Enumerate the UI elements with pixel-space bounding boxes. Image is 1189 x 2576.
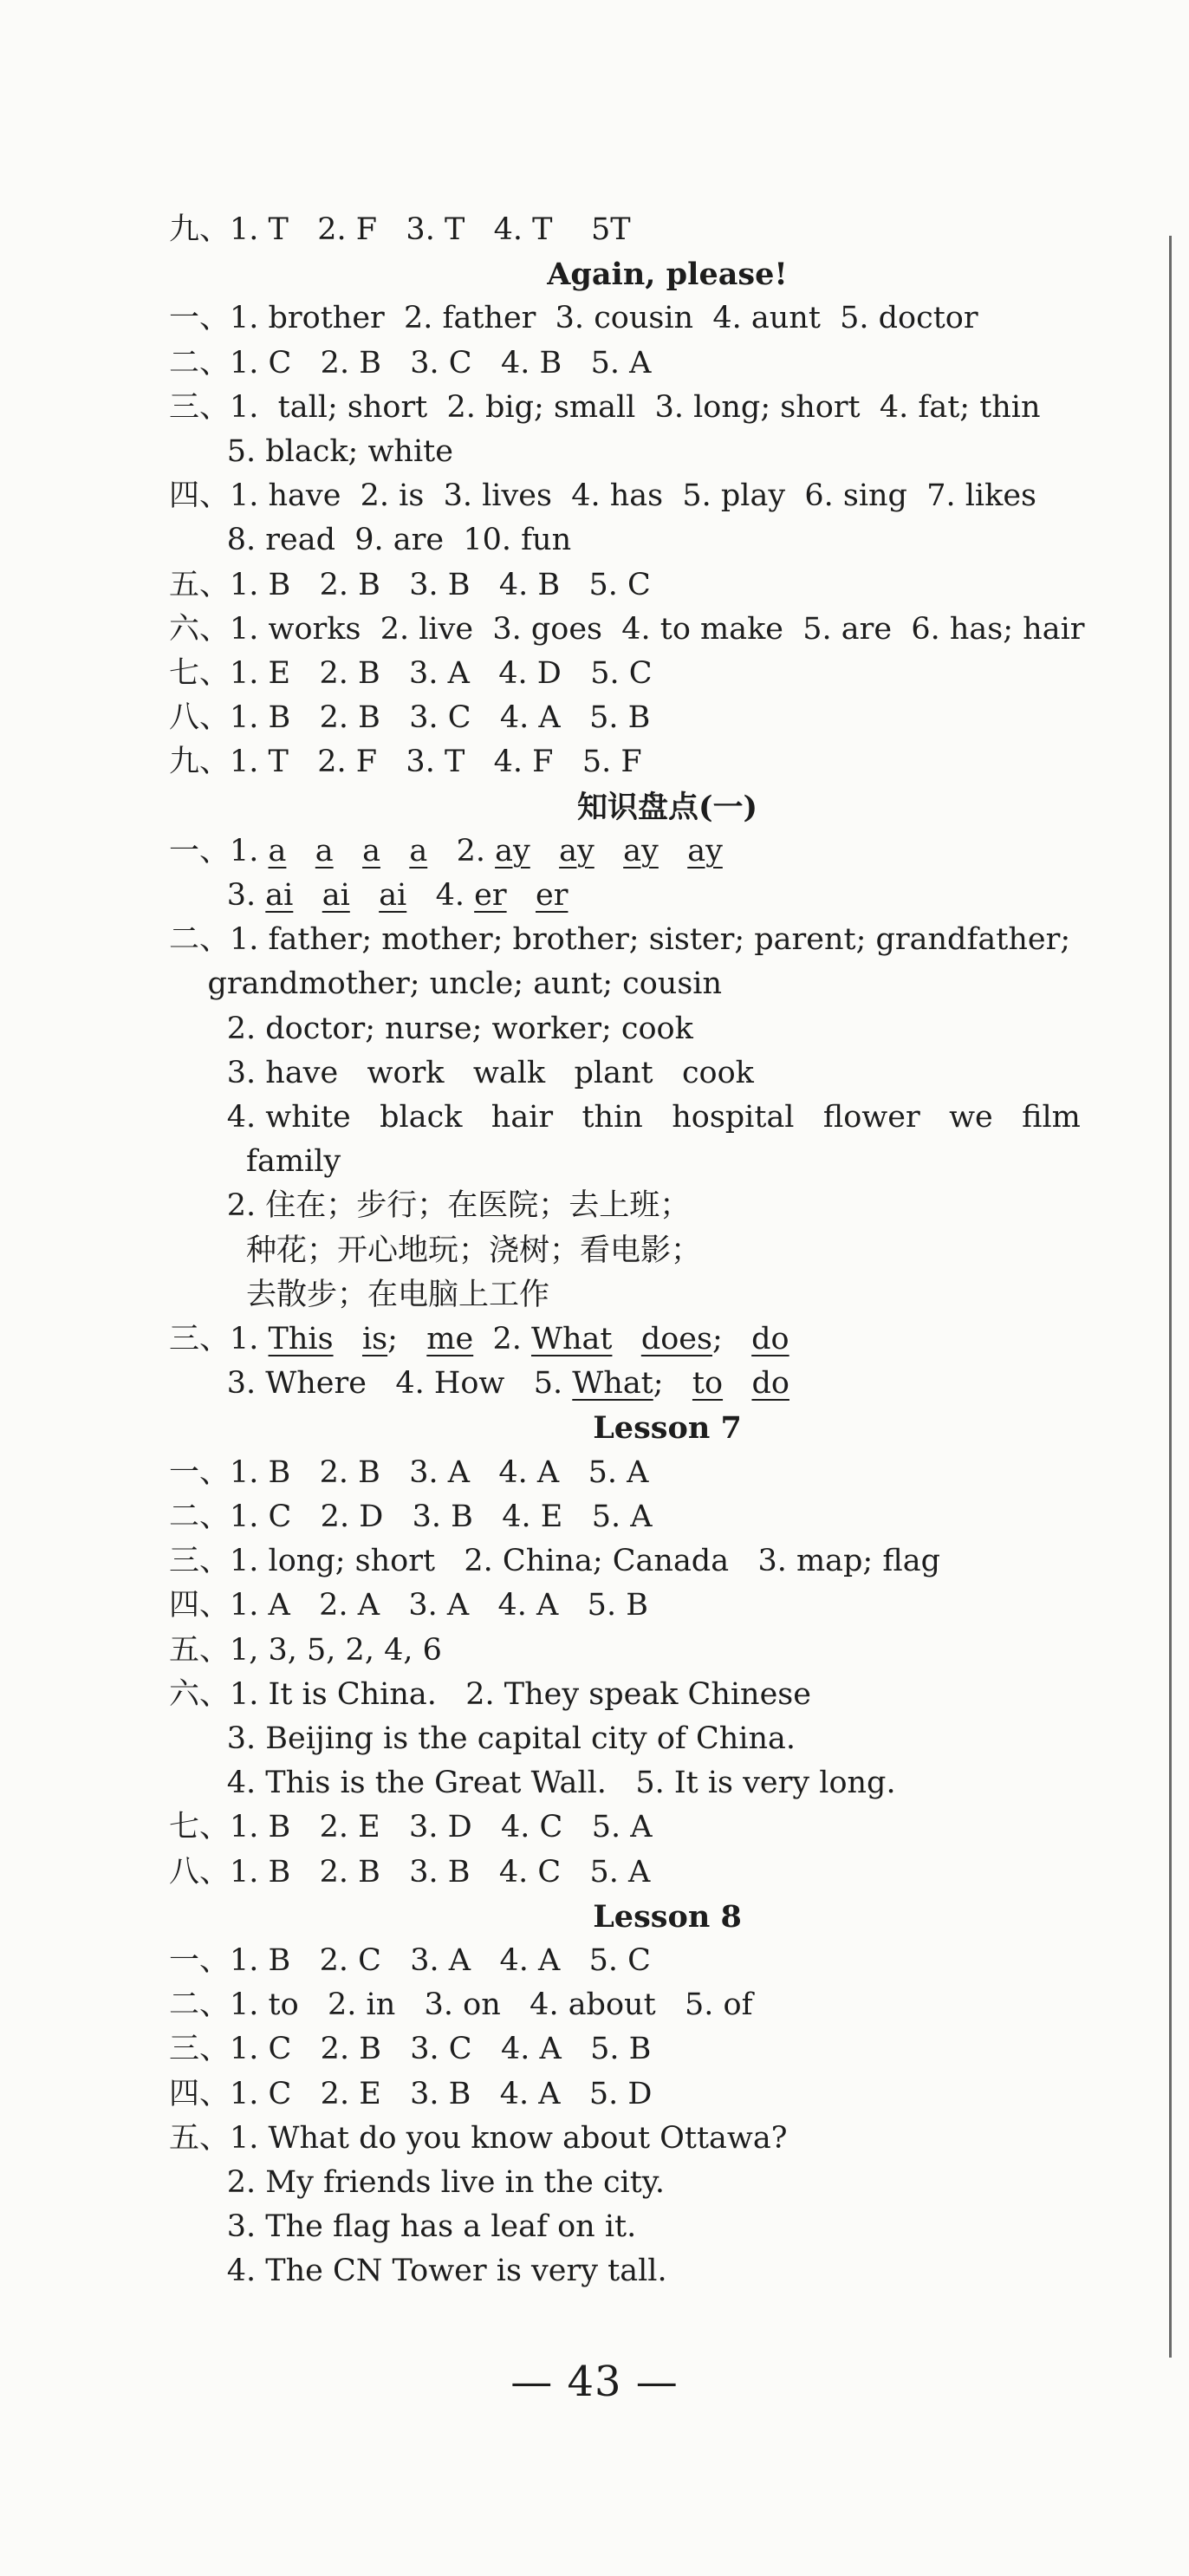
underlined-answer: This [268, 1322, 334, 1357]
answer-line: 一、1. B 2. B 3. A 4. A 5. A [169, 1454, 649, 1490]
answer-line: 4. The CN Tower is very tall. [169, 2254, 667, 2289]
answer-line: 七、1. B 2. E 3. D 4. C 5. A [169, 1810, 653, 1845]
answer-line: 五、1. What do you know about Ottawa? [169, 2120, 788, 2156]
answer-line: 五、1, 3, 5, 2, 4, 6 [169, 1632, 442, 1668]
underlined-answer: me [426, 1322, 474, 1357]
answer-text [286, 834, 315, 868]
underlined-answer: a [315, 833, 334, 868]
answer-text: 3. [169, 878, 266, 914]
answer-line: 九、1. T 2. F 3. T 4. T 5T [169, 212, 631, 247]
answer-line: 三、1. C 2. B 3. C 4. A 5. B [169, 2032, 652, 2067]
underlined-answer: What [530, 1322, 613, 1357]
answer-line [169, 874, 1166, 918]
answer-line: 4. white black hair thin hospital flower we film [169, 1100, 1081, 1135]
answer-line: 一、1. brother 2. father 3. cousin 4. aunt 5. doctor [169, 301, 978, 336]
underlined-answer: do [751, 1366, 789, 1402]
answer-text: 一、1. [169, 833, 269, 868]
answer-line: 二、1. father; mother; brother; sister; parent; grandfather; [169, 922, 1071, 958]
underlined-answer: er [474, 878, 507, 914]
underlined-answer: is [361, 1322, 388, 1357]
answer-line: 三、1. long; short 2. China; Canada 3. map; flag [169, 1544, 940, 1579]
underlined-answer: a [409, 833, 428, 868]
answer-line: 六、1. works 2. live 3. goes 4. to make 5. are 6. has; hair [169, 611, 1085, 647]
answer-line: 八、1. B 2. B 3. B 4. C 5. A [169, 1854, 651, 1890]
answer-text: ; [653, 1366, 692, 1402]
answer-text: ; [711, 1322, 752, 1357]
answer-text [334, 834, 362, 868]
answer-text: 2. [473, 1322, 531, 1357]
answer-line: grandmother; uncle; aunt; cousin [169, 966, 723, 1002]
answer-line [169, 1317, 1166, 1362]
answer-line: 2. 住在；步行；在医院；去上班； [169, 1188, 691, 1224]
answer-text [659, 834, 687, 868]
underlined-answer: ay [495, 833, 530, 868]
answer-line: 去散步；在电脑上工作 [169, 1277, 550, 1312]
underlined-answer: a [268, 833, 287, 868]
answer-line: 2. My friends live in the city. [169, 2164, 666, 2200]
answer-line: 一、1. B 2. C 3. A 4. A 5. C [169, 1942, 651, 1978]
margin-rule [1169, 236, 1172, 2358]
answer-line: 3. The flag has a leaf on it. [169, 2209, 637, 2245]
answer-text: 三、1. [169, 1322, 269, 1357]
answer-text: 3. Where 4. How 5. [169, 1366, 573, 1402]
section-heading: Again, please! [547, 257, 788, 293]
answer-text [723, 1366, 751, 1401]
answer-text [380, 834, 409, 868]
underlined-answer: What [572, 1366, 653, 1402]
answer-text: 2. [427, 833, 496, 868]
section-heading: 知识盘点(一) [576, 789, 758, 825]
answer-line: 四、1. C 2. E 3. B 4. A 5. D [169, 2076, 653, 2111]
underlined-answer: do [751, 1322, 789, 1357]
underlined-answer: to [692, 1366, 724, 1402]
answer-line: 8. read 9. are 10. fun [169, 523, 572, 558]
answer-line [169, 1362, 1166, 1406]
answer-line: 七、1. E 2. B 3. A 4. D 5. C [169, 656, 653, 692]
answer-text: ; [387, 1322, 427, 1357]
answer-line: 四、1. have 2. is 3. lives 4. has 5. play 6. sing 7. likes [169, 478, 1037, 514]
answer-line: 4. This is the Great Wall. 5. It is very long. [169, 1766, 896, 1801]
underlined-answer: ai [322, 878, 350, 914]
answer-text [334, 1322, 362, 1356]
section-heading: Lesson 7 [593, 1410, 742, 1447]
underlined-answer: a [362, 833, 380, 868]
answer-line: 八、1. B 2. B 3. C 4. A 5. B [169, 700, 651, 736]
underlined-answer: ay [687, 833, 723, 868]
underlined-answer: does [640, 1322, 712, 1357]
answer-line [169, 829, 1166, 874]
answer-line: 3. Beijing is the capital city of China. [169, 1721, 796, 1756]
underlined-answer: ay [559, 833, 594, 868]
answer-line: 三、1. tall; short 2. big; small 3. long; short 4. fat; thin [169, 389, 1041, 425]
underlined-answer: ai [379, 878, 407, 914]
page-number: — 43 — [510, 2358, 679, 2406]
answer-line: 九、1. T 2. F 3. T 4. F 5. F [169, 745, 642, 780]
answer-line: 二、1. to 2. in 3. on 4. about 5. of [169, 1987, 753, 2023]
answer-line: 六、1. It is China. 2. They speak Chinese [169, 1676, 811, 1712]
answer-line: 3. have work walk plant cook [169, 1055, 754, 1090]
answer-text [293, 878, 322, 913]
underlined-answer: ai [265, 878, 294, 914]
answer-line: family [169, 1144, 341, 1180]
answer-content [169, 208, 1166, 2294]
answer-line: 种花；开心地玩；浇树；看电影； [169, 1233, 702, 1268]
answer-text [530, 834, 559, 868]
section-heading: Lesson 8 [593, 1898, 742, 1935]
answer-line: 二、1. C 2. B 3. C 4. B 5. A [169, 345, 652, 381]
answer-line: 四、1. A 2. A 3. A 4. A 5. B [169, 1588, 648, 1623]
underlined-answer: er [536, 878, 569, 914]
answer-line: 二、1. C 2. D 3. B 4. E 5. A [169, 1499, 653, 1534]
answer-text [507, 878, 536, 913]
answer-text: 4. [406, 878, 475, 914]
underlined-answer: ay [623, 833, 659, 868]
answer-line: 5. black; white [169, 434, 453, 470]
answer-text [612, 1322, 640, 1356]
answer-text [594, 834, 623, 868]
answer-line: 五、1. B 2. B 3. B 4. B 5. C [169, 567, 651, 602]
answer-line: 2. doctor; nurse; worker; cook [169, 1011, 693, 1046]
answer-text [350, 878, 379, 913]
